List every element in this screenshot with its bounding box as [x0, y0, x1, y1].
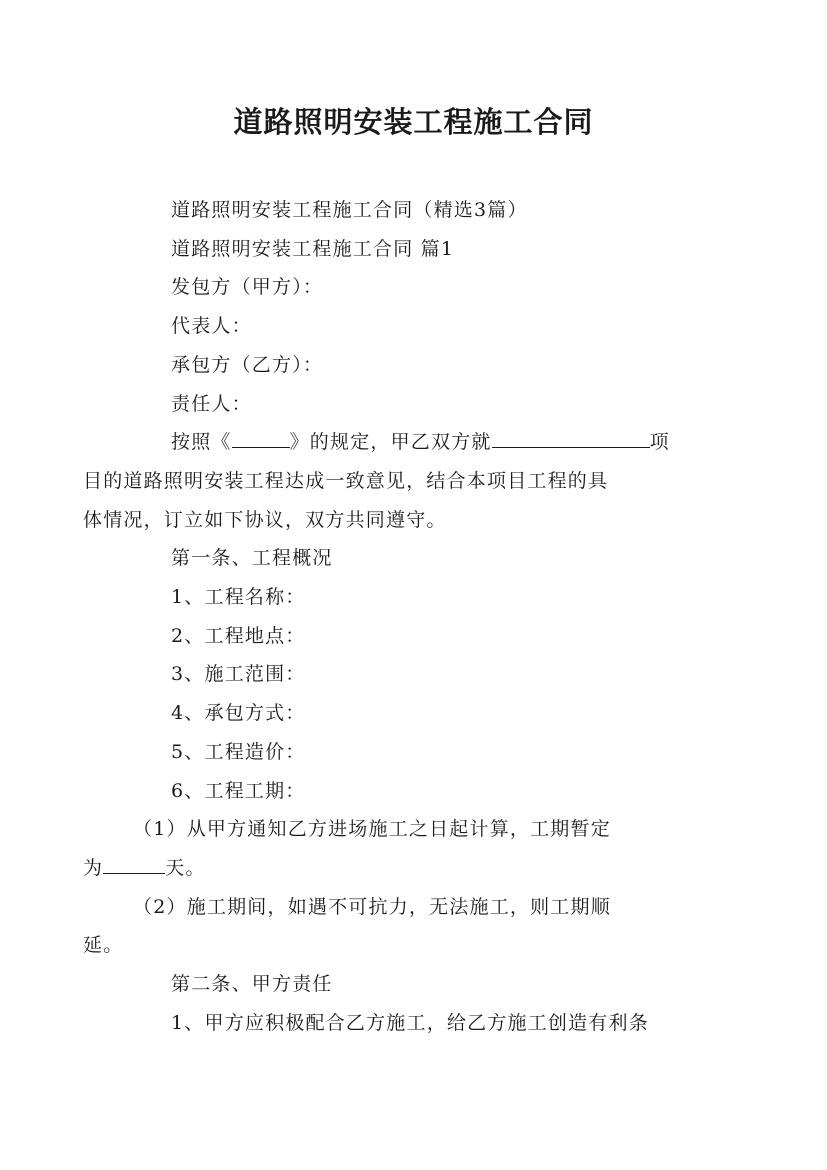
- project-blank: [492, 431, 650, 448]
- intro-text-2: 》的规定，甲乙双方就: [289, 431, 492, 454]
- clause-1: [83, 810, 702, 887]
- intro-text-1: 按照《: [171, 431, 232, 454]
- intro-line-2: 目的道路照明安装工程达成一致意见，结合本项目工程的具: [83, 469, 609, 492]
- regulation-blank: [232, 431, 290, 448]
- intro-text-3: 项: [649, 431, 670, 454]
- intro-line-1: [127, 423, 702, 462]
- article-1-item: 6、工程工期：: [171, 779, 306, 802]
- article-1-item: 2、工程地点：: [171, 624, 306, 647]
- clause-1-text-a: 为: [83, 856, 104, 879]
- article-1-item: 1、工程名称：: [171, 586, 306, 609]
- document-body: [83, 191, 702, 1042]
- days-blank: [103, 857, 165, 874]
- article-1-item: 3、施工范围：: [171, 663, 306, 686]
- clause-1-line-2: [83, 849, 702, 888]
- intro-continuation: [83, 462, 702, 539]
- responsible-line: 责任人：: [171, 392, 252, 415]
- intro-line-3: 体情况，订立如下协议，双方共同遵守。: [83, 508, 447, 531]
- clause-2-line-1: （2）施工期间，如遇不可抗力，无法施工，则工期顺: [133, 895, 611, 918]
- article-2-item: 1、甲方应积极配合乙方施工，给乙方施工创造有利条: [171, 1011, 649, 1034]
- party-b-line: 承包方（乙方）：: [171, 353, 324, 376]
- representative-line: 代表人：: [171, 315, 252, 338]
- article-2-heading: 第二条、甲方责任: [171, 973, 333, 996]
- article-1-item: 4、承包方式：: [171, 702, 306, 725]
- document-title: 道路照明安装工程施工合同: [233, 105, 594, 139]
- clause-1-text-b: 天。: [165, 856, 206, 879]
- party-a-line: 发包方（甲方）：: [171, 276, 324, 299]
- subtitle: 道路照明安装工程施工合同（精选3篇）: [171, 199, 528, 221]
- clause-2-line-2: 延。: [83, 934, 124, 957]
- intro-paragraph: [127, 423, 702, 462]
- article-1-heading: 第一条、工程概况: [171, 547, 333, 570]
- clause-2: [83, 888, 702, 965]
- article-1-item: 5、工程造价：: [171, 740, 306, 763]
- section-heading: 道路照明安装工程施工合同 篇1: [171, 237, 455, 260]
- clause-1-line-1: （1）从甲方通知乙方进场施工之日起计算，工期暂定: [133, 818, 611, 841]
